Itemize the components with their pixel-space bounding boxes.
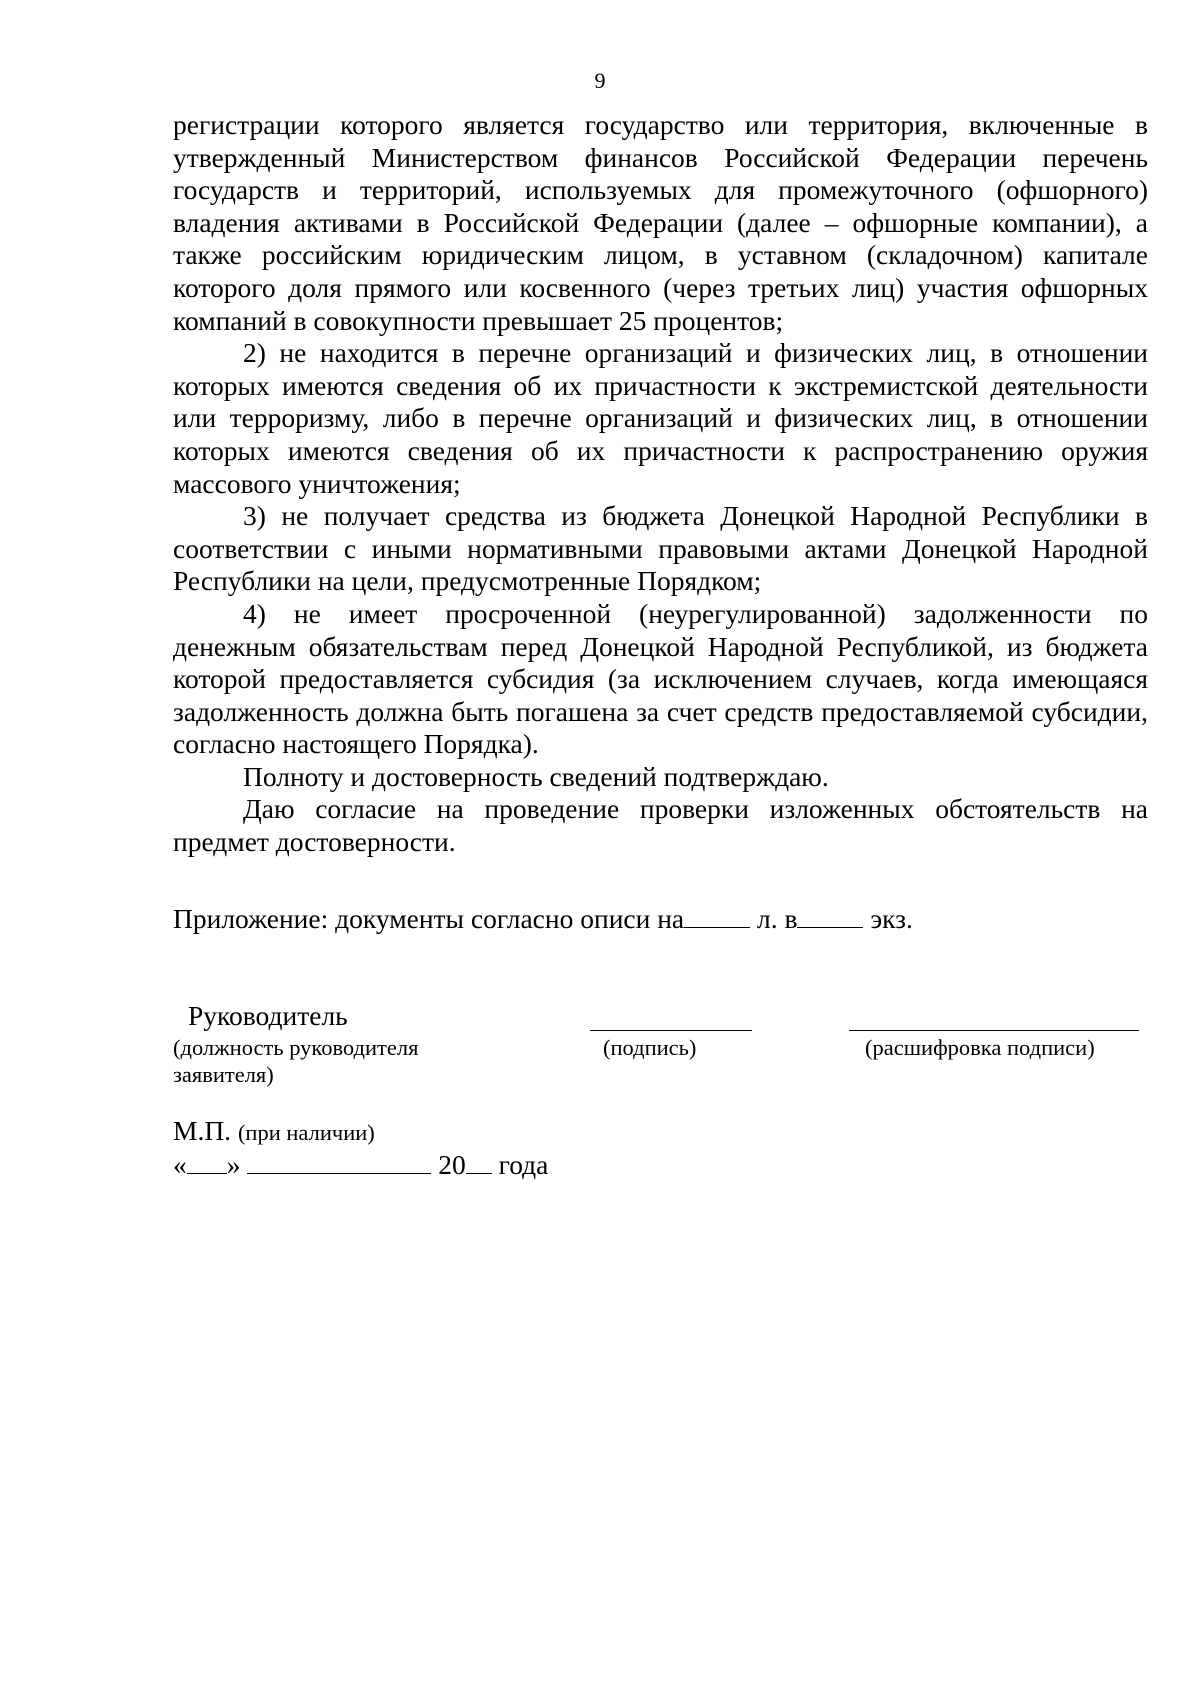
attachment-suffix: экз. bbox=[870, 903, 913, 934]
stamp-label: М.П. bbox=[173, 1115, 232, 1146]
attachment-middle: л. в bbox=[757, 903, 798, 934]
signature-caption: (подпись) bbox=[603, 1035, 697, 1060]
signature-block bbox=[173, 1000, 1148, 1100]
page-number: 9 bbox=[594, 68, 606, 93]
signature-line[interactable] bbox=[590, 1030, 752, 1031]
paragraph-consent: Даю согласие на проведение проверки изложенных обстоятельств на предмет достоверности. bbox=[173, 793, 1148, 858]
position-caption: (должность руководителя заявителя) bbox=[173, 1035, 419, 1087]
stamp-and-date-block bbox=[173, 1115, 873, 1181]
body-text bbox=[173, 109, 1148, 859]
signature-decoding-line[interactable] bbox=[849, 1030, 1139, 1031]
year-blank[interactable] bbox=[466, 1149, 492, 1174]
stamp-line bbox=[173, 1115, 873, 1149]
date-close-quote: » bbox=[226, 1149, 241, 1180]
copies-count-blank[interactable] bbox=[797, 903, 863, 928]
day-blank[interactable] bbox=[187, 1149, 227, 1174]
year-suffix: года bbox=[498, 1149, 549, 1180]
paragraph-item-3: 3) не получает средства из бюджета Донецкой Народной Республики в соответствии с иными нормативными правовыми актами Донецкой Народной Республики на цели, предусмотренные Порядком; bbox=[173, 500, 1148, 597]
year-prefix: 20 bbox=[438, 1149, 466, 1180]
paragraph-confirmation: Полноту и достоверность сведений подтверждаю. bbox=[243, 760, 829, 792]
attachment-line bbox=[173, 903, 1148, 935]
stamp-note: (при наличии) bbox=[237, 1120, 375, 1145]
paragraph-item-4: 4) не имеет просроченной (неурегулированной) задолженности по денежным обязательствам перед Донецкой Народной Республикой, из бюджета которой предоставляется субсидия (за исключением случаев, когда имеющаяся задолженность должна быть погашена за счет средств предоставляемой субсидии, согласно настоящего Порядка). bbox=[173, 597, 1148, 760]
position-title: Руководитель bbox=[188, 1000, 348, 1031]
signature-decoding-caption: (расшифровка подписи) bbox=[865, 1035, 1095, 1060]
sheets-count-blank[interactable] bbox=[684, 903, 750, 928]
attachment-prefix: Приложение: документы согласно описи на bbox=[173, 903, 685, 934]
paragraph-item-2: 2) не находится в перечне организаций и физических лиц, в отношении которых имеются сведения об их причастности к экстремистской деятельности или терроризму, либо в перечне организаций и физических лиц, в отношении которых имеются сведения об их причастности к распространению оружия массового уничтожения; bbox=[173, 337, 1148, 499]
paragraph-offshore: регистрации которого является государство или территория, включенные в утвержденный Министерством финансов Российской Федерации перечень государств и территорий, используемых для промежуточного (офшорного) владения активами в Российской Федерации (далее – офшорные компании), а также российским юридическим лицом, в уставном (складочном) капитале которого доля прямого или косвенного (через третьих лиц) участия офшорных компаний в совокупности превышает 25 процентов; bbox=[173, 109, 1148, 336]
month-blank[interactable] bbox=[247, 1149, 431, 1174]
date-line bbox=[173, 1149, 873, 1181]
date-open-quote: « bbox=[173, 1149, 187, 1180]
